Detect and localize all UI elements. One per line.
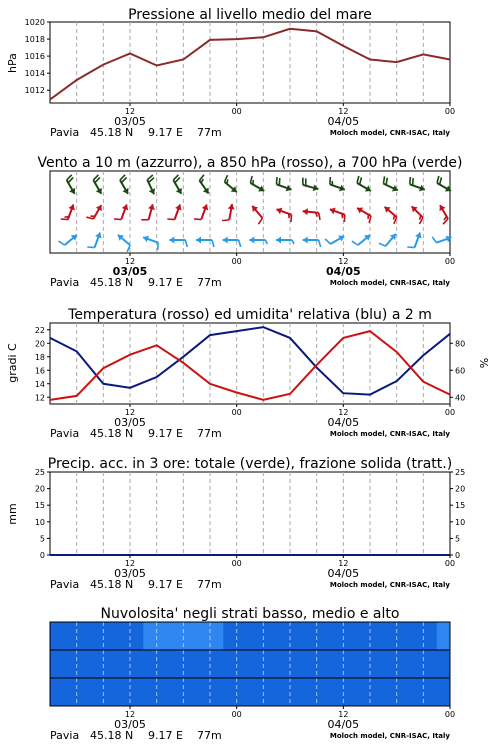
wind-barb-w10 bbox=[432, 236, 451, 243]
precipitation-xticks bbox=[114, 555, 455, 580]
x-tick-label: 12 bbox=[338, 408, 349, 417]
y-tick-label: 15 bbox=[455, 501, 466, 511]
wind-barb-w700 bbox=[67, 175, 76, 194]
y-tick-label: 25 bbox=[455, 468, 466, 477]
wind-barb-w850 bbox=[222, 204, 235, 221]
date-label: 03/05 bbox=[112, 265, 148, 278]
model-credit: Moloch model, CNR-ISAC, Italy bbox=[329, 279, 450, 287]
wind-barb-w10 bbox=[379, 234, 396, 246]
y-tick-label: 1012 bbox=[24, 86, 45, 96]
wind-barb-w700 bbox=[199, 175, 208, 194]
temperature-title: Temperatura (rosso) ed umidita' relativa (blu) a 2 m bbox=[68, 307, 432, 323]
wind-barb-w850 bbox=[252, 206, 262, 224]
x-tick-label: 00 bbox=[231, 710, 242, 719]
precipitation-grid bbox=[77, 472, 424, 555]
wind-barb-w700 bbox=[147, 175, 155, 194]
y-tick-label: 1014 bbox=[24, 69, 45, 79]
wind-barb-w850 bbox=[194, 204, 208, 219]
cloud-panel bbox=[50, 606, 455, 742]
location-alt: 77m bbox=[197, 276, 222, 289]
pressure-footer bbox=[50, 126, 450, 139]
date-label: 04/05 bbox=[327, 115, 360, 128]
date-label: 03/05 bbox=[114, 416, 146, 429]
wind-barb-w850 bbox=[141, 204, 155, 220]
wind-barb-w10 bbox=[118, 235, 130, 252]
x-tick-label: 12 bbox=[124, 408, 136, 417]
wind-barb-w10 bbox=[59, 235, 77, 245]
temperature-xticks bbox=[114, 404, 455, 429]
temperature-frame bbox=[50, 323, 450, 404]
wind-barb-w10 bbox=[407, 232, 421, 247]
location-lon: 9.17 E bbox=[148, 276, 183, 289]
date-label: 03/05 bbox=[114, 115, 146, 128]
y-tick-label: 1016 bbox=[24, 52, 45, 62]
y-tick-label: 5 bbox=[39, 534, 45, 544]
location-alt: 77m bbox=[197, 729, 222, 742]
y-tick-label: 1020 bbox=[24, 18, 45, 27]
wind-barb-w10 bbox=[143, 236, 158, 250]
pressure-grid bbox=[77, 22, 424, 103]
humidity-yticks bbox=[450, 339, 465, 402]
location-lon: 9.17 E bbox=[148, 427, 183, 440]
cloud-xticks bbox=[114, 706, 455, 731]
x-tick-label: 00 bbox=[231, 257, 242, 266]
location-name: Pavia bbox=[50, 729, 80, 742]
location-alt: 77m bbox=[197, 427, 222, 440]
y-tick-label: 40 bbox=[455, 393, 466, 403]
date-label: 04/05 bbox=[327, 567, 360, 580]
temperature-footer bbox=[50, 427, 450, 440]
x-tick-label: 12 bbox=[124, 107, 136, 116]
x-tick-label: 00 bbox=[444, 107, 456, 116]
model-credit: Moloch model, CNR-ISAC, Italy bbox=[329, 129, 450, 137]
wind-barb-w850 bbox=[276, 208, 291, 222]
cloud-footer bbox=[50, 729, 450, 742]
wind-barb-w850 bbox=[167, 204, 181, 219]
wind-barb-w850 bbox=[303, 208, 320, 220]
precipitation-frame bbox=[50, 472, 450, 555]
wind-barb-w10 bbox=[325, 235, 344, 244]
cloud-cell-light bbox=[437, 622, 450, 650]
y-tick-label: 60 bbox=[455, 366, 466, 376]
wind-barb-w10 bbox=[87, 232, 101, 247]
y-tick-label: 10 bbox=[455, 517, 466, 527]
x-tick-label: 12 bbox=[338, 107, 349, 116]
cloud-layer-basso bbox=[50, 678, 450, 706]
wind-barb-w10 bbox=[303, 237, 321, 248]
wind-title: Vento a 10 m (azzurro), a 850 hPa (rosso), a 700 hPa (verde) bbox=[37, 155, 463, 171]
x-tick-label: 00 bbox=[444, 710, 456, 719]
precipitation-title: Precip. acc. in 3 ore: totale (verde), frazione solida (tratt.) bbox=[47, 456, 453, 472]
y-tick-label: 20 bbox=[34, 484, 45, 494]
y-tick-label: 20 bbox=[455, 484, 466, 494]
y-tick-label: 14 bbox=[34, 379, 45, 389]
location-lat: 45.18 N bbox=[90, 729, 134, 742]
location-lat: 45.18 N bbox=[90, 276, 134, 289]
precipitation-panel bbox=[6, 456, 465, 591]
wind-barb-w700 bbox=[225, 175, 237, 192]
model-credit: Moloch model, CNR-ISAC, Italy bbox=[329, 732, 450, 740]
wind-panel bbox=[37, 155, 462, 289]
y-tick-label: 18 bbox=[34, 352, 45, 362]
pressure-title: Pressione al livello medio del mare bbox=[128, 7, 372, 23]
y-tick-label: 12 bbox=[34, 393, 45, 403]
location-lon: 9.17 E bbox=[148, 578, 183, 591]
wind-barb-w10 bbox=[223, 237, 241, 248]
wind-barb-w850 bbox=[357, 207, 371, 223]
y-tick-label: 1018 bbox=[24, 35, 45, 45]
location-name: Pavia bbox=[50, 578, 80, 591]
location-name: Pavia bbox=[50, 276, 80, 289]
wind-barb-w850 bbox=[114, 204, 128, 219]
x-tick-label: 12 bbox=[124, 559, 136, 568]
location-lon: 9.17 E bbox=[148, 126, 183, 139]
temperature-ylabel: gradi C bbox=[6, 343, 19, 383]
x-tick-label: 00 bbox=[444, 559, 456, 568]
wind-barb-w850 bbox=[412, 206, 423, 224]
cloud-layer-medio bbox=[50, 650, 450, 678]
wind-barbs bbox=[59, 175, 452, 252]
y-tick-label: 25 bbox=[34, 468, 45, 477]
location-alt: 77m bbox=[197, 578, 222, 591]
date-label: 04/05 bbox=[327, 718, 360, 731]
wind-barb-w700 bbox=[303, 178, 319, 192]
temperature-grid bbox=[77, 323, 424, 404]
wind-barb-w850 bbox=[439, 205, 448, 224]
x-tick-label: 00 bbox=[231, 408, 242, 417]
x-tick-label: 00 bbox=[231, 107, 242, 116]
precipitation-yticks-right bbox=[450, 468, 465, 560]
wind-barb-w850 bbox=[330, 208, 345, 222]
x-tick-label: 12 bbox=[338, 559, 349, 568]
y-tick-label: 16 bbox=[34, 366, 45, 376]
y-tick-label: 15 bbox=[34, 501, 45, 511]
wind-barb-w850 bbox=[385, 207, 397, 224]
x-tick-label: 12 bbox=[124, 257, 136, 266]
wind-barb-w700 bbox=[357, 176, 371, 192]
wind-barb-w700 bbox=[120, 175, 129, 194]
cloud-title: Nuvolosita' negli strati basso, medio e alto bbox=[100, 606, 400, 622]
y-tick-label: 22 bbox=[34, 325, 45, 335]
location-lat: 45.18 N bbox=[90, 126, 134, 139]
precipitation-yticks bbox=[35, 468, 50, 560]
location-alt: 77m bbox=[197, 126, 222, 139]
location-name: Pavia bbox=[50, 126, 80, 139]
location-name: Pavia bbox=[50, 427, 80, 440]
y-tick-label: 10 bbox=[34, 517, 45, 527]
wind-barb-w10 bbox=[249, 237, 267, 245]
model-credit: Moloch model, CNR-ISAC, Italy bbox=[329, 430, 450, 438]
pressure-panel bbox=[6, 7, 455, 139]
wind-xticks bbox=[113, 253, 455, 278]
wind-barb-w700 bbox=[276, 177, 291, 191]
wind-footer bbox=[50, 276, 450, 289]
pressure-yticks bbox=[25, 18, 50, 95]
cloud-layer-alto bbox=[50, 622, 450, 650]
date-label: 03/05 bbox=[114, 567, 146, 580]
wind-barb-w700 bbox=[410, 177, 425, 191]
temperature-yticks bbox=[35, 326, 50, 403]
x-tick-label: 12 bbox=[338, 710, 349, 719]
wind-barb-w700 bbox=[383, 176, 398, 191]
model-credit: Moloch model, CNR-ISAC, Italy bbox=[329, 581, 450, 589]
x-tick-label: 00 bbox=[444, 257, 456, 266]
y-tick-label: 0 bbox=[455, 551, 461, 560]
wind-barb-w700 bbox=[93, 175, 102, 194]
wind-barb-w10 bbox=[196, 237, 214, 248]
x-tick-label: 00 bbox=[231, 559, 242, 568]
wind-barb-w850 bbox=[86, 205, 102, 219]
wind-barb-w700 bbox=[330, 177, 345, 191]
x-tick-label: 12 bbox=[124, 710, 136, 719]
date-label: 04/05 bbox=[327, 416, 360, 429]
precipitation-footer bbox=[50, 578, 450, 591]
pressure-line bbox=[50, 29, 450, 100]
wind-barb-w10 bbox=[276, 237, 294, 245]
wind-barb-w700 bbox=[437, 176, 451, 192]
wind-barb-w700 bbox=[173, 175, 182, 194]
temperature-panel bbox=[6, 307, 491, 440]
date-label: 04/05 bbox=[326, 265, 361, 278]
temperature-line bbox=[50, 331, 450, 400]
location-lon: 9.17 E bbox=[148, 729, 183, 742]
wind-barb-w10 bbox=[352, 235, 370, 245]
pressure-ylabel: hPa bbox=[6, 53, 19, 73]
humidity-line bbox=[50, 327, 450, 395]
wind-barb-w850 bbox=[61, 204, 75, 219]
pressure-xticks bbox=[114, 103, 455, 128]
y-tick-label: 0 bbox=[39, 551, 45, 560]
x-tick-label: 12 bbox=[338, 257, 349, 266]
precipitation-ylabel: mm bbox=[6, 503, 19, 525]
cloud-cells bbox=[50, 622, 450, 706]
y-tick-label: 20 bbox=[34, 339, 45, 349]
wind-barb-w10 bbox=[169, 237, 187, 248]
wind-barb-w700 bbox=[250, 176, 264, 192]
y-tick-label: 80 bbox=[455, 339, 466, 349]
date-label: 03/05 bbox=[114, 718, 146, 731]
y-tick-label: 5 bbox=[455, 534, 461, 544]
x-tick-label: 00 bbox=[444, 408, 456, 417]
location-lat: 45.18 N bbox=[90, 427, 134, 440]
location-lat: 45.18 N bbox=[90, 578, 134, 591]
humidity-ylabel: % bbox=[478, 357, 491, 369]
